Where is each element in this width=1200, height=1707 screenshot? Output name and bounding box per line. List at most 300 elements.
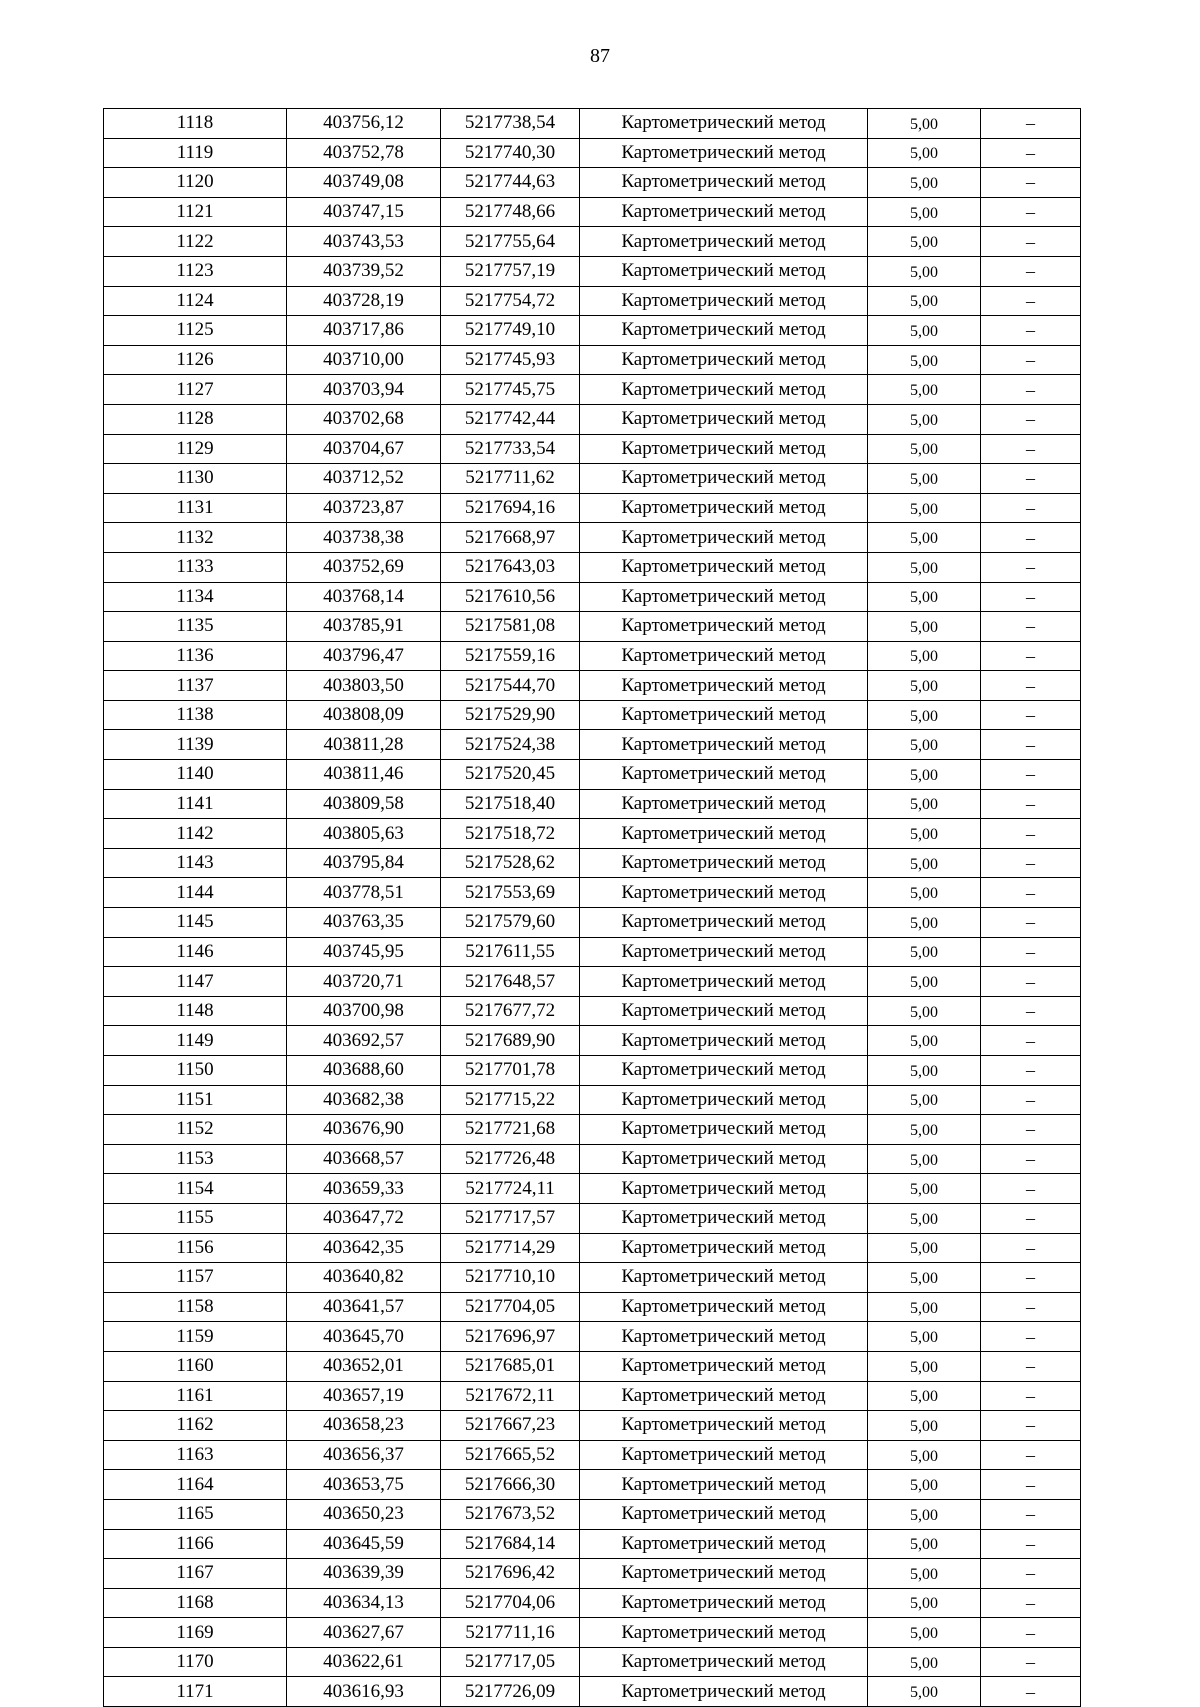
y-coordinate-cell: 5217553,69 [441, 878, 580, 908]
method-cell: Картометрический метод [580, 434, 868, 464]
note-cell: – [981, 1144, 1081, 1174]
accuracy-cell: 5,00 [868, 1263, 981, 1293]
point-number-cell: 1144 [104, 878, 287, 908]
point-number-cell: 1170 [104, 1647, 287, 1677]
x-coordinate-cell: 403811,46 [287, 760, 441, 790]
method-cell: Картометрический метод [580, 1085, 868, 1115]
x-coordinate-cell: 403616,93 [287, 1677, 441, 1707]
accuracy-cell: 5,00 [868, 1292, 981, 1322]
y-coordinate-cell: 5217696,97 [441, 1322, 580, 1352]
point-number-cell: 1121 [104, 197, 287, 227]
x-coordinate-cell: 403749,08 [287, 168, 441, 198]
y-coordinate-cell: 5217524,38 [441, 730, 580, 760]
point-number-cell: 1122 [104, 227, 287, 257]
table-row [104, 138, 1081, 168]
method-cell: Картометрический метод [580, 1026, 868, 1056]
y-coordinate-cell: 5217726,09 [441, 1677, 580, 1707]
note-cell: – [981, 730, 1081, 760]
method-cell: Картометрический метод [580, 641, 868, 671]
note-cell: – [981, 1677, 1081, 1707]
y-coordinate-cell: 5217721,68 [441, 1115, 580, 1145]
table-row [104, 316, 1081, 346]
table-row [104, 1144, 1081, 1174]
table-row [104, 1026, 1081, 1056]
x-coordinate-cell: 403627,67 [287, 1618, 441, 1648]
point-number-cell: 1153 [104, 1144, 287, 1174]
note-cell: – [981, 1470, 1081, 1500]
note-cell: – [981, 256, 1081, 286]
accuracy-cell: 5,00 [868, 1233, 981, 1263]
x-coordinate-cell: 403808,09 [287, 700, 441, 730]
table-row [104, 552, 1081, 582]
accuracy-cell: 5,00 [868, 908, 981, 938]
method-cell: Картометрический метод [580, 760, 868, 790]
note-cell: – [981, 464, 1081, 494]
method-cell: Картометрический метод [580, 1529, 868, 1559]
point-number-cell: 1166 [104, 1529, 287, 1559]
x-coordinate-cell: 403668,57 [287, 1144, 441, 1174]
note-cell: – [981, 434, 1081, 464]
point-number-cell: 1142 [104, 819, 287, 849]
table-row [104, 760, 1081, 790]
point-number-cell: 1160 [104, 1351, 287, 1381]
table-row [104, 612, 1081, 642]
point-number-cell: 1151 [104, 1085, 287, 1115]
note-cell: – [981, 1263, 1081, 1293]
point-number-cell: 1159 [104, 1322, 287, 1352]
accuracy-cell: 5,00 [868, 612, 981, 642]
y-coordinate-cell: 5217717,05 [441, 1647, 580, 1677]
y-coordinate-cell: 5217677,72 [441, 996, 580, 1026]
point-number-cell: 1146 [104, 937, 287, 967]
table-row [104, 1322, 1081, 1352]
y-coordinate-cell: 5217696,42 [441, 1559, 580, 1589]
point-number-cell: 1169 [104, 1618, 287, 1648]
method-cell: Картометрический метод [580, 523, 868, 553]
y-coordinate-cell: 5217742,44 [441, 404, 580, 434]
note-cell: – [981, 1559, 1081, 1589]
coordinates-table [103, 108, 1081, 1707]
table-row [104, 937, 1081, 967]
table-row [104, 848, 1081, 878]
method-cell: Картометрический метод [580, 700, 868, 730]
x-coordinate-cell: 403805,63 [287, 819, 441, 849]
x-coordinate-cell: 403747,15 [287, 197, 441, 227]
note-cell: – [981, 1351, 1081, 1381]
accuracy-cell: 5,00 [868, 286, 981, 316]
table-row [104, 789, 1081, 819]
table-row [104, 286, 1081, 316]
y-coordinate-cell: 5217745,93 [441, 345, 580, 375]
method-cell: Картометрический метод [580, 168, 868, 198]
x-coordinate-cell: 403710,00 [287, 345, 441, 375]
method-cell: Картометрический метод [580, 493, 868, 523]
accuracy-cell: 5,00 [868, 493, 981, 523]
table-row [104, 582, 1081, 612]
method-cell: Картометрический метод [580, 878, 868, 908]
y-coordinate-cell: 5217673,52 [441, 1499, 580, 1529]
note-cell: – [981, 227, 1081, 257]
y-coordinate-cell: 5217710,10 [441, 1263, 580, 1293]
note-cell: – [981, 908, 1081, 938]
note-cell: – [981, 316, 1081, 346]
x-coordinate-cell: 403652,01 [287, 1351, 441, 1381]
y-coordinate-cell: 5217711,16 [441, 1618, 580, 1648]
table-row [104, 1381, 1081, 1411]
table-row [104, 908, 1081, 938]
accuracy-cell: 5,00 [868, 1351, 981, 1381]
table-row [104, 878, 1081, 908]
point-number-cell: 1138 [104, 700, 287, 730]
accuracy-cell: 5,00 [868, 819, 981, 849]
method-cell: Картометрический метод [580, 375, 868, 405]
method-cell: Картометрический метод [580, 967, 868, 997]
accuracy-cell: 5,00 [868, 1144, 981, 1174]
method-cell: Картометрический метод [580, 1174, 868, 1204]
x-coordinate-cell: 403682,38 [287, 1085, 441, 1115]
note-cell: – [981, 375, 1081, 405]
table-row [104, 434, 1081, 464]
note-cell: – [981, 612, 1081, 642]
point-number-cell: 1133 [104, 552, 287, 582]
y-coordinate-cell: 5217665,52 [441, 1440, 580, 1470]
x-coordinate-cell: 403653,75 [287, 1470, 441, 1500]
point-number-cell: 1158 [104, 1292, 287, 1322]
y-coordinate-cell: 5217528,62 [441, 848, 580, 878]
accuracy-cell: 5,00 [868, 730, 981, 760]
point-number-cell: 1131 [104, 493, 287, 523]
note-cell: – [981, 937, 1081, 967]
x-coordinate-cell: 403658,23 [287, 1411, 441, 1441]
x-coordinate-cell: 403657,19 [287, 1381, 441, 1411]
x-coordinate-cell: 403778,51 [287, 878, 441, 908]
note-cell: – [981, 1618, 1081, 1648]
x-coordinate-cell: 403796,47 [287, 641, 441, 671]
x-coordinate-cell: 403647,72 [287, 1203, 441, 1233]
table-row [104, 109, 1081, 139]
x-coordinate-cell: 403645,70 [287, 1322, 441, 1352]
method-cell: Картометрический метод [580, 1233, 868, 1263]
x-coordinate-cell: 403739,52 [287, 256, 441, 286]
note-cell: – [981, 1381, 1081, 1411]
y-coordinate-cell: 5217724,11 [441, 1174, 580, 1204]
point-number-cell: 1130 [104, 464, 287, 494]
method-cell: Картометрический метод [580, 286, 868, 316]
note-cell: – [981, 700, 1081, 730]
method-cell: Картометрический метод [580, 1470, 868, 1500]
x-coordinate-cell: 403692,57 [287, 1026, 441, 1056]
y-coordinate-cell: 5217704,05 [441, 1292, 580, 1322]
method-cell: Картометрический метод [580, 1588, 868, 1618]
point-number-cell: 1163 [104, 1440, 287, 1470]
y-coordinate-cell: 5217520,45 [441, 760, 580, 790]
point-number-cell: 1134 [104, 582, 287, 612]
accuracy-cell: 5,00 [868, 1618, 981, 1648]
y-coordinate-cell: 5217738,54 [441, 109, 580, 139]
accuracy-cell: 5,00 [868, 1411, 981, 1441]
note-cell: – [981, 1647, 1081, 1677]
x-coordinate-cell: 403634,13 [287, 1588, 441, 1618]
table-row [104, 1174, 1081, 1204]
y-coordinate-cell: 5217754,72 [441, 286, 580, 316]
table-row [104, 1115, 1081, 1145]
x-coordinate-cell: 403656,37 [287, 1440, 441, 1470]
accuracy-cell: 5,00 [868, 1559, 981, 1589]
note-cell: – [981, 197, 1081, 227]
note-cell: – [981, 404, 1081, 434]
note-cell: – [981, 109, 1081, 139]
x-coordinate-cell: 403703,94 [287, 375, 441, 405]
point-number-cell: 1139 [104, 730, 287, 760]
x-coordinate-cell: 403676,90 [287, 1115, 441, 1145]
y-coordinate-cell: 5217714,29 [441, 1233, 580, 1263]
point-number-cell: 1118 [104, 109, 287, 139]
x-coordinate-cell: 403702,68 [287, 404, 441, 434]
x-coordinate-cell: 403743,53 [287, 227, 441, 257]
accuracy-cell: 5,00 [868, 197, 981, 227]
method-cell: Картометрический метод [580, 552, 868, 582]
point-number-cell: 1162 [104, 1411, 287, 1441]
y-coordinate-cell: 5217559,16 [441, 641, 580, 671]
point-number-cell: 1154 [104, 1174, 287, 1204]
note-cell: – [981, 1411, 1081, 1441]
point-number-cell: 1125 [104, 316, 287, 346]
y-coordinate-cell: 5217672,11 [441, 1381, 580, 1411]
note-cell: – [981, 1056, 1081, 1086]
accuracy-cell: 5,00 [868, 1322, 981, 1352]
x-coordinate-cell: 403803,50 [287, 671, 441, 701]
point-number-cell: 1141 [104, 789, 287, 819]
x-coordinate-cell: 403645,59 [287, 1529, 441, 1559]
method-cell: Картометрический метод [580, 1499, 868, 1529]
accuracy-cell: 5,00 [868, 1529, 981, 1559]
accuracy-cell: 5,00 [868, 878, 981, 908]
accuracy-cell: 5,00 [868, 1174, 981, 1204]
table-row [104, 1233, 1081, 1263]
y-coordinate-cell: 5217745,75 [441, 375, 580, 405]
method-cell: Картометрический метод [580, 789, 868, 819]
point-number-cell: 1161 [104, 1381, 287, 1411]
table-row [104, 345, 1081, 375]
x-coordinate-cell: 403642,35 [287, 1233, 441, 1263]
table-row [104, 227, 1081, 257]
point-number-cell: 1156 [104, 1233, 287, 1263]
note-cell: – [981, 1440, 1081, 1470]
accuracy-cell: 5,00 [868, 1381, 981, 1411]
note-cell: – [981, 819, 1081, 849]
y-coordinate-cell: 5217667,23 [441, 1411, 580, 1441]
point-number-cell: 1143 [104, 848, 287, 878]
note-cell: – [981, 1233, 1081, 1263]
table-row [104, 1085, 1081, 1115]
point-number-cell: 1147 [104, 967, 287, 997]
y-coordinate-cell: 5217518,72 [441, 819, 580, 849]
x-coordinate-cell: 403720,71 [287, 967, 441, 997]
method-cell: Картометрический метод [580, 1677, 868, 1707]
accuracy-cell: 5,00 [868, 1588, 981, 1618]
point-number-cell: 1149 [104, 1026, 287, 1056]
accuracy-cell: 5,00 [868, 789, 981, 819]
table-row [104, 168, 1081, 198]
note-cell: – [981, 1588, 1081, 1618]
accuracy-cell: 5,00 [868, 434, 981, 464]
accuracy-cell: 5,00 [868, 138, 981, 168]
accuracy-cell: 5,00 [868, 1647, 981, 1677]
note-cell: – [981, 1322, 1081, 1352]
x-coordinate-cell: 403717,86 [287, 316, 441, 346]
method-cell: Картометрический метод [580, 197, 868, 227]
note-cell: – [981, 1292, 1081, 1322]
table-row [104, 256, 1081, 286]
y-coordinate-cell: 5217755,64 [441, 227, 580, 257]
y-coordinate-cell: 5217717,57 [441, 1203, 580, 1233]
accuracy-cell: 5,00 [868, 168, 981, 198]
method-cell: Картометрический метод [580, 730, 868, 760]
x-coordinate-cell: 403723,87 [287, 493, 441, 523]
point-number-cell: 1124 [104, 286, 287, 316]
method-cell: Картометрический метод [580, 1115, 868, 1145]
table-row [104, 1559, 1081, 1589]
method-cell: Картометрический метод [580, 582, 868, 612]
y-coordinate-cell: 5217744,63 [441, 168, 580, 198]
method-cell: Картометрический метод [580, 908, 868, 938]
method-cell: Картометрический метод [580, 937, 868, 967]
method-cell: Картометрический метод [580, 1263, 868, 1293]
y-coordinate-cell: 5217668,97 [441, 523, 580, 553]
table-row [104, 523, 1081, 553]
method-cell: Картометрический метод [580, 345, 868, 375]
accuracy-cell: 5,00 [868, 582, 981, 612]
note-cell: – [981, 671, 1081, 701]
point-number-cell: 1129 [104, 434, 287, 464]
point-number-cell: 1171 [104, 1677, 287, 1707]
y-coordinate-cell: 5217733,54 [441, 434, 580, 464]
method-cell: Картометрический метод [580, 819, 868, 849]
x-coordinate-cell: 403811,28 [287, 730, 441, 760]
x-coordinate-cell: 403728,19 [287, 286, 441, 316]
method-cell: Картометрический метод [580, 1559, 868, 1589]
table-row [104, 464, 1081, 494]
note-cell: – [981, 641, 1081, 671]
x-coordinate-cell: 403712,52 [287, 464, 441, 494]
accuracy-cell: 5,00 [868, 375, 981, 405]
accuracy-cell: 5,00 [868, 848, 981, 878]
note-cell: – [981, 967, 1081, 997]
x-coordinate-cell: 403738,38 [287, 523, 441, 553]
point-number-cell: 1150 [104, 1056, 287, 1086]
x-coordinate-cell: 403704,67 [287, 434, 441, 464]
note-cell: – [981, 138, 1081, 168]
table-row [104, 1470, 1081, 1500]
method-cell: Картометрический метод [580, 227, 868, 257]
accuracy-cell: 5,00 [868, 1026, 981, 1056]
method-cell: Картометрический метод [580, 1351, 868, 1381]
method-cell: Картометрический метод [580, 404, 868, 434]
y-coordinate-cell: 5217643,03 [441, 552, 580, 582]
table-row [104, 1292, 1081, 1322]
y-coordinate-cell: 5217610,56 [441, 582, 580, 612]
accuracy-cell: 5,00 [868, 1203, 981, 1233]
y-coordinate-cell: 5217701,78 [441, 1056, 580, 1086]
accuracy-cell: 5,00 [868, 256, 981, 286]
x-coordinate-cell: 403785,91 [287, 612, 441, 642]
table-row [104, 1203, 1081, 1233]
x-coordinate-cell: 403752,78 [287, 138, 441, 168]
note-cell: – [981, 552, 1081, 582]
point-number-cell: 1126 [104, 345, 287, 375]
x-coordinate-cell: 403752,69 [287, 552, 441, 582]
note-cell: – [981, 1203, 1081, 1233]
y-coordinate-cell: 5217684,14 [441, 1529, 580, 1559]
page-number: 87 [590, 45, 610, 67]
x-coordinate-cell: 403639,39 [287, 1559, 441, 1589]
point-number-cell: 1123 [104, 256, 287, 286]
point-number-cell: 1119 [104, 138, 287, 168]
method-cell: Картометрический метод [580, 848, 868, 878]
y-coordinate-cell: 5217726,48 [441, 1144, 580, 1174]
table-row [104, 375, 1081, 405]
x-coordinate-cell: 403622,61 [287, 1647, 441, 1677]
table-row [104, 1351, 1081, 1381]
note-cell: – [981, 760, 1081, 790]
point-number-cell: 1155 [104, 1203, 287, 1233]
method-cell: Картометрический метод [580, 109, 868, 139]
point-number-cell: 1157 [104, 1263, 287, 1293]
point-number-cell: 1148 [104, 996, 287, 1026]
x-coordinate-cell: 403795,84 [287, 848, 441, 878]
note-cell: – [981, 286, 1081, 316]
table-row [104, 819, 1081, 849]
point-number-cell: 1137 [104, 671, 287, 701]
y-coordinate-cell: 5217544,70 [441, 671, 580, 701]
table-row [104, 1618, 1081, 1648]
table-row [104, 700, 1081, 730]
accuracy-cell: 5,00 [868, 760, 981, 790]
note-cell: – [981, 1499, 1081, 1529]
method-cell: Картометрический метод [580, 138, 868, 168]
x-coordinate-cell: 403809,58 [287, 789, 441, 819]
point-number-cell: 1165 [104, 1499, 287, 1529]
x-coordinate-cell: 403700,98 [287, 996, 441, 1026]
table-row [104, 1529, 1081, 1559]
accuracy-cell: 5,00 [868, 700, 981, 730]
note-cell: – [981, 523, 1081, 553]
coordinates-table-body [104, 109, 1081, 1707]
method-cell: Картометрический метод [580, 1203, 868, 1233]
accuracy-cell: 5,00 [868, 227, 981, 257]
accuracy-cell: 5,00 [868, 464, 981, 494]
accuracy-cell: 5,00 [868, 404, 981, 434]
method-cell: Картометрический метод [580, 256, 868, 286]
accuracy-cell: 5,00 [868, 1056, 981, 1086]
accuracy-cell: 5,00 [868, 109, 981, 139]
accuracy-cell: 5,00 [868, 316, 981, 346]
method-cell: Картометрический метод [580, 1411, 868, 1441]
table-row [104, 967, 1081, 997]
accuracy-cell: 5,00 [868, 1440, 981, 1470]
y-coordinate-cell: 5217748,66 [441, 197, 580, 227]
note-cell: – [981, 996, 1081, 1026]
note-cell: – [981, 1115, 1081, 1145]
accuracy-cell: 5,00 [868, 1470, 981, 1500]
note-cell: – [981, 1026, 1081, 1056]
method-cell: Картометрический метод [580, 1647, 868, 1677]
point-number-cell: 1140 [104, 760, 287, 790]
table-row [104, 1411, 1081, 1441]
note-cell: – [981, 582, 1081, 612]
y-coordinate-cell: 5217689,90 [441, 1026, 580, 1056]
table-row [104, 493, 1081, 523]
